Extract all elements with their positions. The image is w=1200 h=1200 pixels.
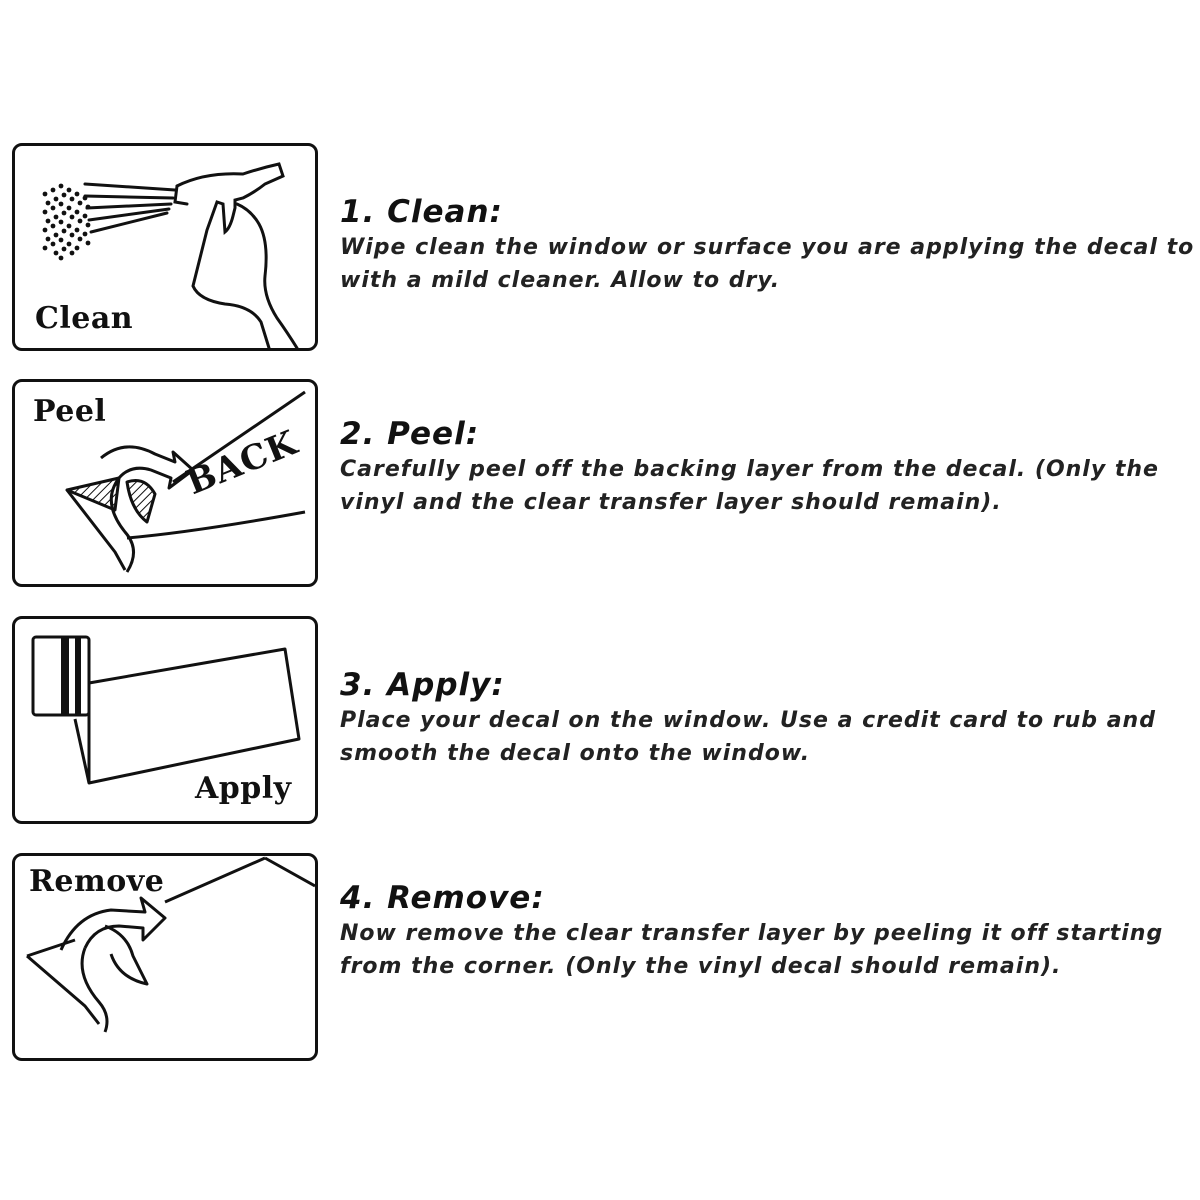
spray-mist-dot <box>54 233 59 238</box>
apply-step-text <box>340 666 1200 770</box>
spray-mist-dot <box>67 224 72 229</box>
spray-mist-dot <box>83 232 88 237</box>
spray-mist-dot <box>43 246 48 251</box>
spray-mist-dot <box>46 219 51 224</box>
apply-step-title: 3. Apply: <box>340 667 505 703</box>
spray-mist-dot <box>75 192 80 197</box>
spray-mist-dot <box>59 220 64 225</box>
remove-step-title: 4. Remove: <box>340 880 545 916</box>
peel-panel-label: Peel <box>33 394 107 429</box>
spray-mist-dot <box>86 223 91 228</box>
spray-mist-dot <box>75 228 80 233</box>
step-remove <box>0 853 1200 1059</box>
spray-mist-dot <box>70 233 75 238</box>
apply-panel <box>12 616 318 824</box>
step-clean <box>0 143 1200 349</box>
remove-panel <box>12 853 318 1061</box>
spray-mist-dot <box>43 210 48 215</box>
spray-mist-dot <box>78 219 83 224</box>
spray-mist-dot <box>59 238 64 243</box>
remove-panel-label: Remove <box>29 864 165 899</box>
spray-mist-dot <box>67 242 72 247</box>
spray-mist-dot <box>70 251 75 256</box>
peel-step-title: 2. Peel: <box>340 416 480 452</box>
spray-mist-dot <box>43 192 48 197</box>
spray-mist-dot <box>62 193 67 198</box>
clean-step-title: 1. Clean: <box>340 194 503 230</box>
spray-mist-dot <box>78 237 83 242</box>
spray-mist-dot <box>62 211 67 216</box>
spray-mist-dot <box>75 246 80 251</box>
spray-mist-dot <box>54 197 59 202</box>
spray-mist-dot <box>86 241 91 246</box>
clean-step-text <box>340 193 1200 297</box>
back-graphic-label: BACK <box>181 422 304 504</box>
apply-step-description: Place your decal on the window. Use a credit card to rub and smooth the decal onto the window. <box>340 708 1156 766</box>
spray-mist-dot <box>46 201 51 206</box>
clean-step-description: Wipe clean the window or surface you are applying the decal to with a mild cleaner. Allow to dry. <box>340 235 1195 293</box>
spray-mist-dot <box>51 224 56 229</box>
spray-mist-dot <box>43 228 48 233</box>
peel-step-description: Carefully peel off the backing layer from the decal. (Only the vinyl and the clear transfer layer should remain). <box>340 457 1159 515</box>
spray-mist-dot <box>67 188 72 193</box>
spray-mist-dot <box>62 229 67 234</box>
step-apply <box>0 616 1200 822</box>
spray-mist-dot <box>54 215 59 220</box>
clean-panel-label: Clean <box>35 301 134 336</box>
spray-mist-dot <box>59 256 64 261</box>
spray-mist-dot <box>83 214 88 219</box>
spray-mist-dot <box>67 206 72 211</box>
clean-panel <box>12 143 318 351</box>
remove-step-text <box>340 879 1200 983</box>
spray-mist-dot <box>54 251 59 256</box>
peel-panel <box>12 379 318 587</box>
spray-mist-dot <box>46 237 51 242</box>
spray-mist-dot <box>78 201 83 206</box>
remove-step-description: Now remove the clear transfer layer by peeling it off starting from the corner. (Only the vinyl decal should remain). <box>340 921 1164 979</box>
spray-mist-dot <box>51 206 56 211</box>
spray-mist-dot <box>75 210 80 215</box>
spray-mist-dot <box>59 184 64 189</box>
spray-mist-dot <box>51 242 56 247</box>
spray-mist-dot <box>70 215 75 220</box>
spray-mist-dot <box>62 247 67 252</box>
spray-mist-dot <box>51 188 56 193</box>
peel-step-text <box>340 415 1200 519</box>
spray-mist-dot <box>70 197 75 202</box>
apply-panel-label: Apply <box>195 771 292 806</box>
step-peel <box>0 379 1200 585</box>
spray-mist-dot <box>59 202 64 207</box>
